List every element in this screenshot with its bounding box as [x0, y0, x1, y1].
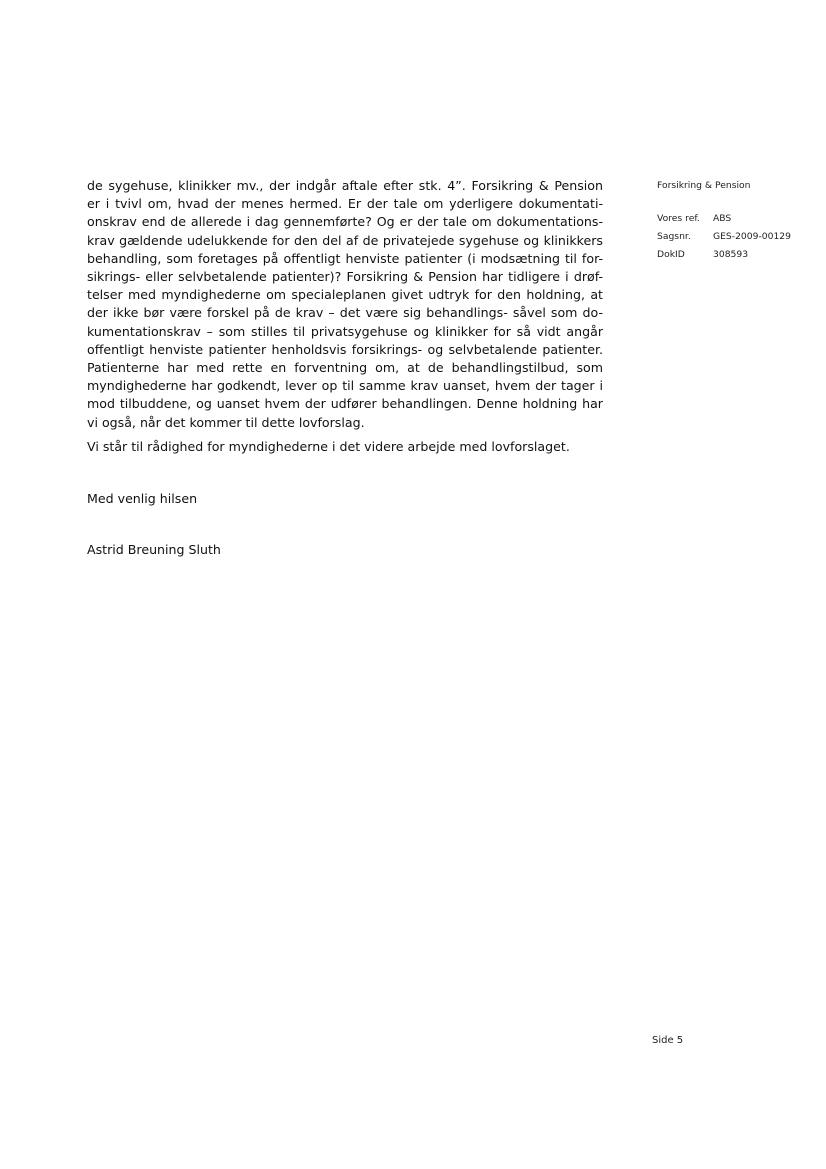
reference-row — [657, 231, 817, 249]
body-paragraph — [87, 177, 603, 432]
reference-row — [657, 213, 817, 231]
page-number: Side 5 — [652, 1035, 684, 1046]
paragraph-line: telser med myndighederne om specialeplanen givet udtryk for den holdning, at — [87, 287, 603, 303]
paragraph-line: behandling, som foretages på offentligt henviste patienter (i modsætning til for- — [87, 250, 603, 266]
paragraph-line: sikrings- eller selvbetalende patienter)? Forsikring & Pension har tidligere i drøf- — [87, 269, 603, 285]
paragraph-line: myndighederne har godkendt, lever op til samme krav uanset, hvem der tager i — [87, 378, 603, 394]
paragraph-line: mod tilbuddene, og uanset hvem der udfører behandlingen. Denne holdning har — [87, 396, 603, 412]
sender-name: Forsikring & Pension — [657, 180, 751, 191]
closing-sentence: Vi står til rådighed for myndighederne i det videre arbejde med lovforslaget. — [87, 439, 570, 454]
reference-value: GES-2009-00129 — [713, 231, 791, 242]
reference-label: Sagsnr. — [657, 231, 691, 242]
paragraph-line: Patienterne har med rette en forventning om, at de behandlingstilbud, som — [87, 360, 603, 376]
paragraph-line: krav gældende udelukkende for den del af de privatejede sygehuse og klinikkers — [87, 232, 603, 248]
reference-label: DokID — [657, 249, 685, 260]
signature-name: Astrid Breuning Sluth — [87, 542, 221, 557]
reference-sidebar — [657, 180, 817, 267]
letter-body — [87, 177, 603, 432]
paragraph-line: kumentationskrav – som stilles til privatsygehuse og klinikker for så vidt angår — [87, 323, 603, 339]
paragraph-line: der ikke bør være forskel på de krav – det være sig behandlings- såvel som do- — [87, 305, 603, 321]
reference-value: ABS — [713, 213, 732, 224]
paragraph-line: offentligt henviste patienter henholdsvis forsikrings- og selvbetalende patienter. — [87, 341, 603, 357]
paragraph-line: vi også, når det kommer til dette lovforslag. — [87, 414, 365, 430]
paragraph-line: onskrav end de allerede i dag gennemførte? Og er der tale om dokumentations- — [87, 214, 603, 230]
paragraph-line: de sygehuse, klinikker mv., der indgår aftale efter stk. 4”. Forsikring & Pension — [87, 178, 603, 193]
paragraph-line: er i tvivl om, hvad der menes hermed. Er der tale om yderligere dokumentati- — [87, 196, 603, 212]
reference-value: 308593 — [713, 249, 749, 260]
reference-label: Vores ref. — [657, 213, 700, 224]
greeting: Med venlig hilsen — [87, 491, 198, 506]
reference-row — [657, 249, 817, 267]
